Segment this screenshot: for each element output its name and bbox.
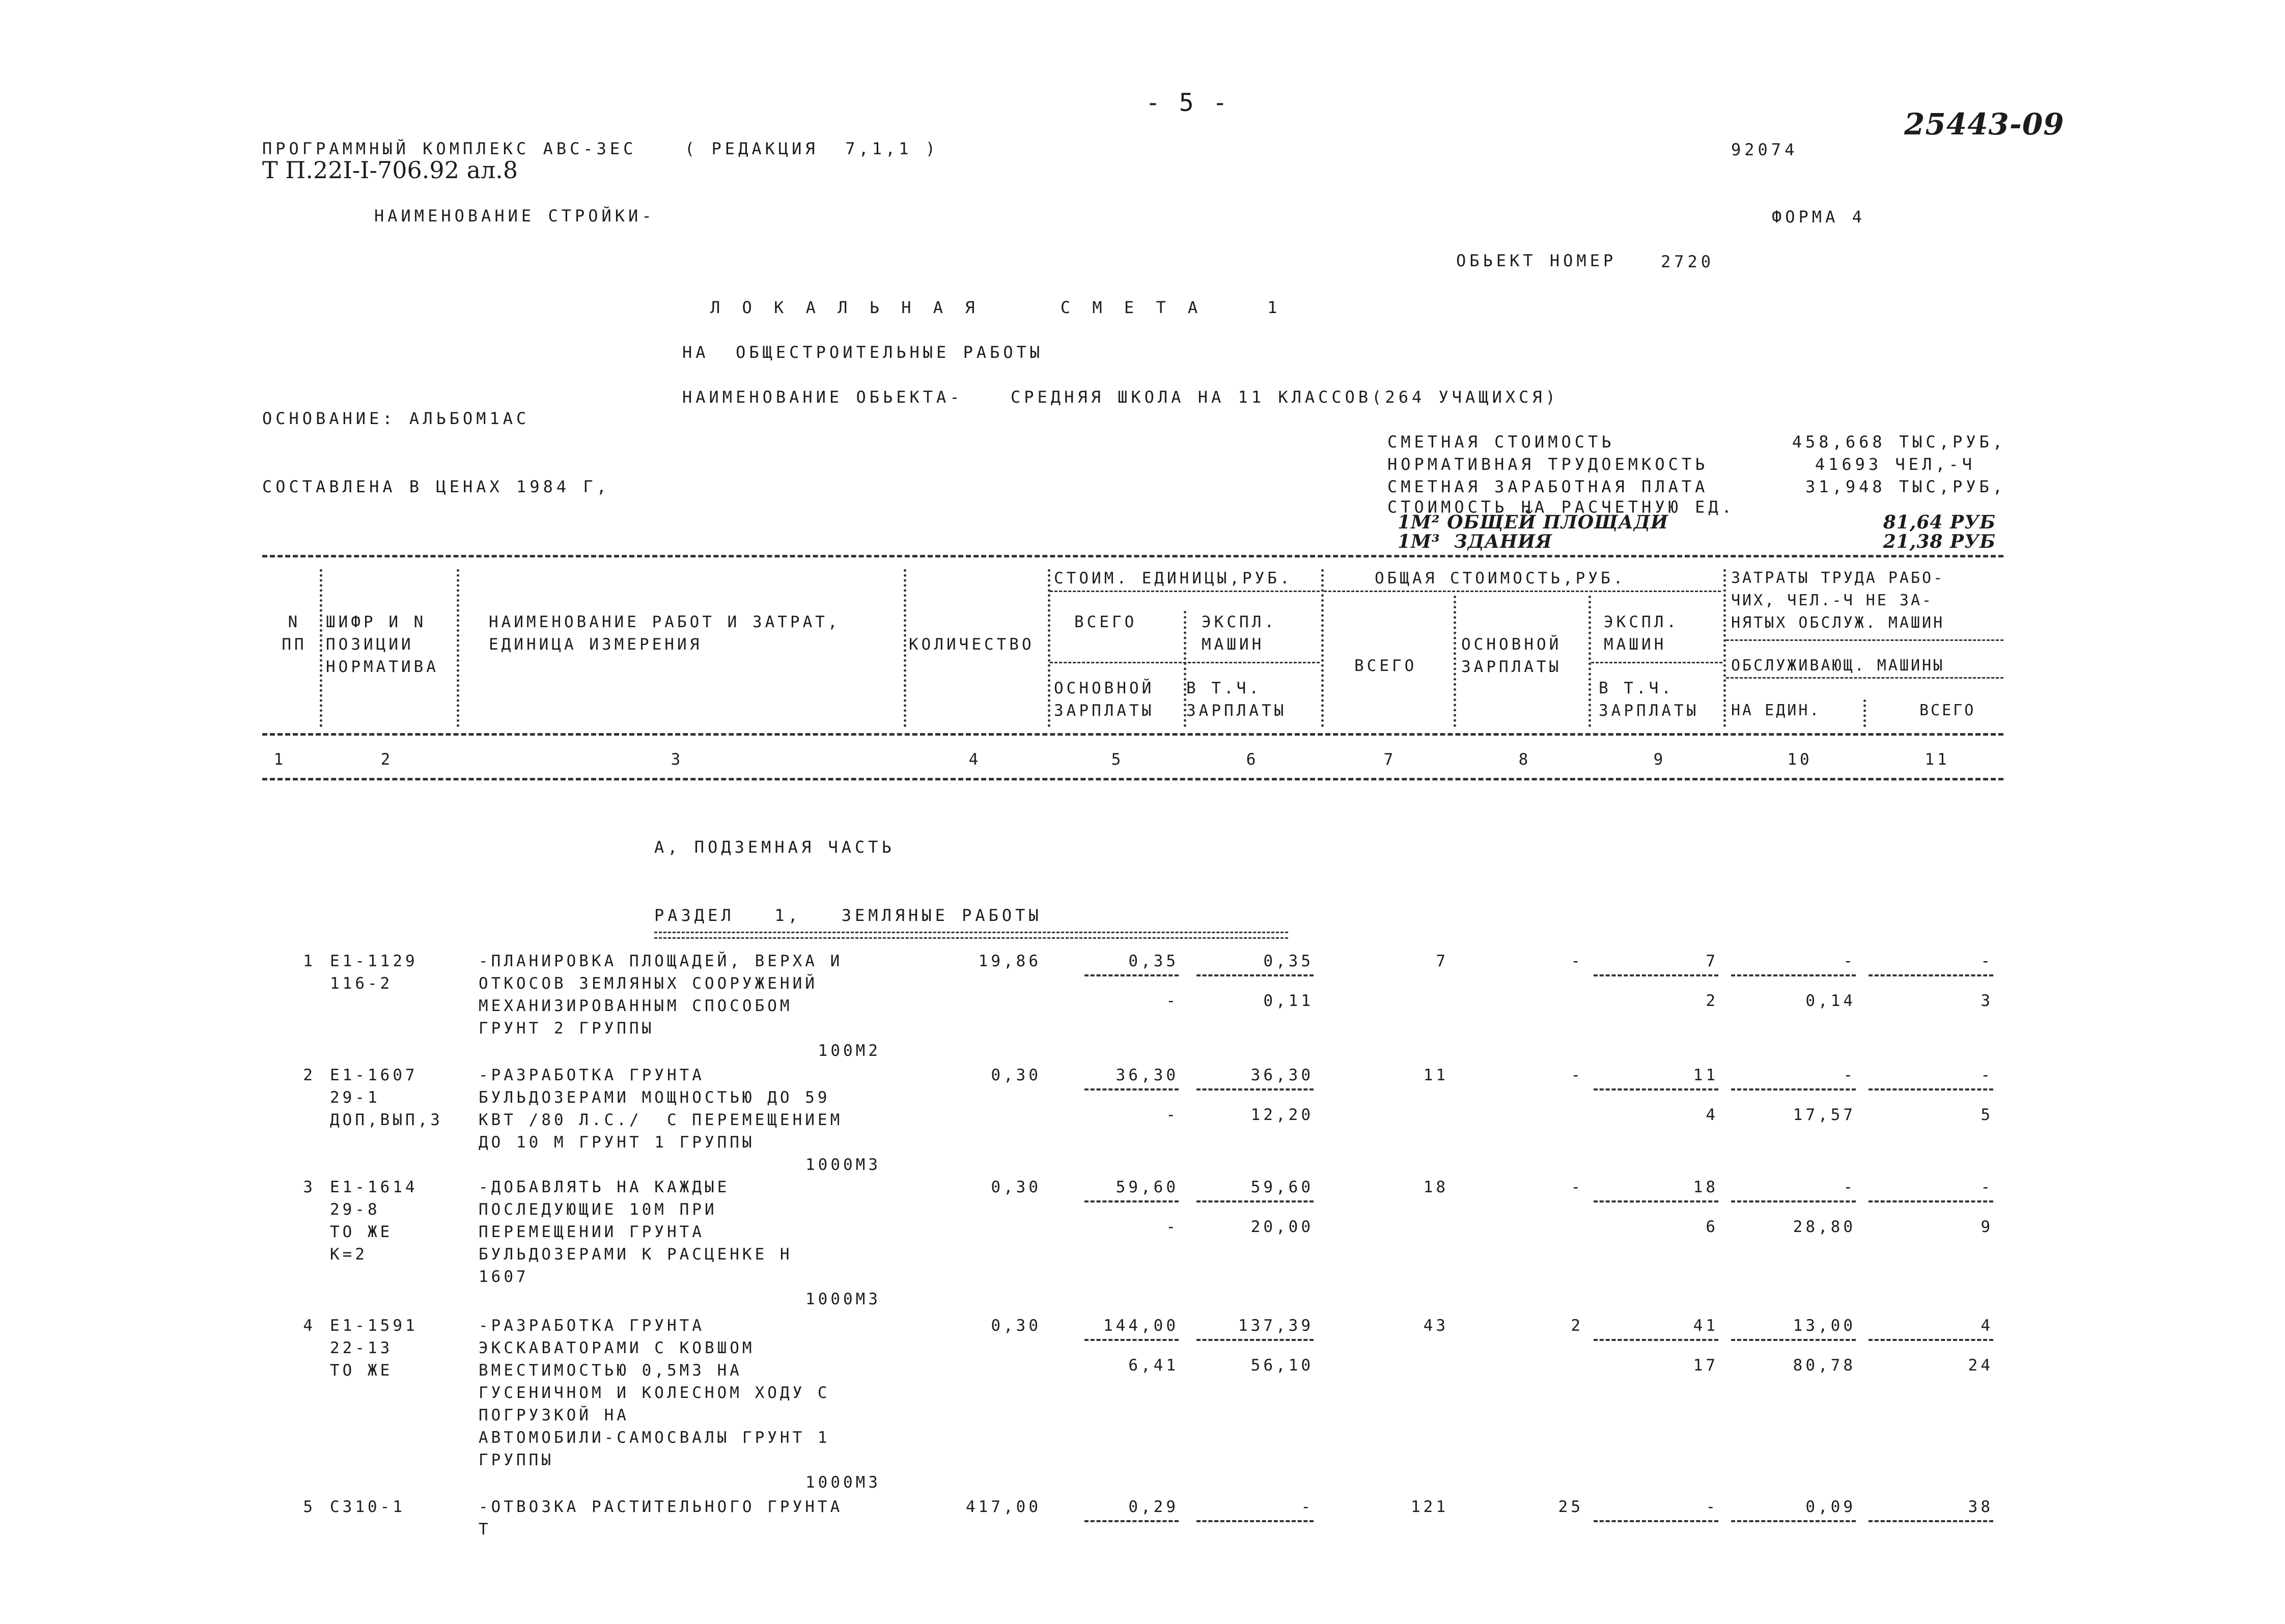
row-name: -ПЛАНИРОВКА ПЛОЩАДЕЙ, ВЕРХА И <box>479 952 843 970</box>
column-number: 5 <box>1111 750 1124 769</box>
column-number: 7 <box>1383 750 1397 769</box>
column-separator <box>1048 569 1050 727</box>
row-value-c9a: 7 <box>1706 952 1718 970</box>
header-unit-cost: СТОИМ. ЕДИНИЦЫ,РУБ. <box>1054 569 1293 587</box>
summary-value: 458,668 ТЫС,РУБ, <box>1792 432 2006 452</box>
row-value-c10b: 28,80 <box>1793 1218 1856 1236</box>
header-rule <box>1726 639 2003 641</box>
row-unit: 1000М3 <box>805 1473 881 1492</box>
row-number: 2 <box>303 1066 316 1084</box>
row-name: ГУСЕНИЧНОМ И КОЛЕСНОМ ХОДУ С <box>479 1384 830 1402</box>
row-value-c7: 18 <box>1423 1178 1448 1196</box>
header-total-machines: ЭКСПЛ. МАШИН <box>1604 613 1679 654</box>
row-value-c11a: 4 <box>1981 1317 1993 1335</box>
header-labor: ЗАТРАТЫ ТРУДА РАБО- ЧИХ, ЧЕЛ.-Ч НЕ ЗА- НЯТЫХ ОБСЛУЖ. МАШИН <box>1731 569 1945 632</box>
row-value-c6b: 20,00 <box>1250 1218 1314 1236</box>
row-value-c6b: 56,10 <box>1250 1356 1314 1375</box>
prices-label: СОСТАВЛЕНА В ЦЕНАХ 1984 Г, <box>262 477 610 496</box>
summary-label: СМЕТНАЯ СТОИМОСТЬ <box>1387 432 1615 452</box>
document-stamp-number: 25443-09 <box>1904 107 2065 142</box>
row-value-c10b: 80,78 <box>1793 1356 1856 1375</box>
row-code: ТО ЖЕ <box>330 1361 393 1380</box>
estimate-title: Л О К А Л Ь Н А Я С М Е Т А 1 <box>710 298 1284 317</box>
row-value-c10a: 0,09 <box>1805 1498 1856 1516</box>
header-labor-total: ВСЕГО <box>1919 702 1976 719</box>
subtotal-rule <box>1731 1520 1856 1522</box>
subtotal-rule <box>1196 1200 1314 1202</box>
row-number: 3 <box>303 1178 316 1196</box>
row-name: ЭКСКАВАТОРАМИ С КОВШОМ <box>479 1339 755 1357</box>
row-value-c6a: 137,39 <box>1238 1317 1314 1335</box>
row-value-c7: 43 <box>1423 1317 1448 1335</box>
row-value-c6a: - <box>1301 1498 1314 1516</box>
row-code: Е1-1614 <box>330 1178 418 1196</box>
row-name: ПЕРЕМЕЩЕНИИ ГРУНТА <box>479 1223 705 1241</box>
subtotal-rule <box>1084 1520 1179 1522</box>
header-total-cost: ОБЩАЯ СТОИМОСТЬ,РУБ. <box>1375 569 1626 587</box>
subtotal-rule <box>1869 1200 1993 1202</box>
row-name: ПОГРУЗКОЙ НА <box>479 1406 629 1424</box>
document-code: 92074 <box>1731 140 1798 159</box>
row-value-c10b: 17,57 <box>1793 1106 1856 1124</box>
row-value-c5a: 0,29 <box>1128 1498 1179 1516</box>
table-border-top <box>262 555 2003 557</box>
row-code: С310-1 <box>330 1498 405 1516</box>
row-value-c8: 2 <box>1571 1317 1583 1335</box>
subtotal-rule <box>1594 1088 1718 1090</box>
header-unit-machines: ЭКСПЛ. МАШИН <box>1202 613 1277 654</box>
row-unit: 1000М3 <box>805 1156 881 1174</box>
row-name: -ДОБАВЛЯТЬ НА КАЖДЫЕ <box>479 1178 730 1196</box>
row-value-c9b: 2 <box>1706 992 1718 1010</box>
row-value-c11b: 5 <box>1981 1106 1993 1124</box>
row-value-c5b: - <box>1166 1218 1179 1236</box>
column-separator <box>1723 569 1726 727</box>
row-code: 22-13 <box>330 1339 393 1357</box>
row-name: КВТ /80 Л.С./ С ПЕРЕМЕЩЕНИЕМ <box>479 1111 843 1129</box>
row-code: Е1-1607 <box>330 1066 418 1084</box>
header-rule <box>1324 591 1721 592</box>
subtotal-rule <box>1196 1088 1314 1090</box>
column-number: 8 <box>1518 750 1531 769</box>
row-number: 1 <box>303 952 316 970</box>
row-value-c6a: 36,30 <box>1250 1066 1314 1084</box>
row-value-qty: 0,30 <box>991 1066 1041 1084</box>
basis-label: ОСНОВАНИЕ: АЛЬБОМ1АС <box>262 409 530 428</box>
subtotal-rule <box>1594 974 1718 976</box>
section-underline <box>654 932 1288 939</box>
row-value-c5b: - <box>1166 992 1179 1010</box>
summary-label: НОРМАТИВНАЯ ТРУДОЕМКОСТЬ <box>1387 455 1709 474</box>
column-number: 1 <box>273 750 287 769</box>
subtotal-rule <box>1084 1339 1179 1341</box>
row-code: ТО ЖЕ <box>330 1223 393 1241</box>
row-value-c11b: 9 <box>1981 1218 1993 1236</box>
header-rule <box>1050 591 1320 592</box>
header-labor-machines: ОБСЛУЖИВАЮЩ. МАШИНЫ <box>1731 657 1945 675</box>
program-label: ПРОГРАММНЫЙ КОМПЛЕКС АВС-ЗЕС <box>262 139 637 158</box>
page-number: - 5 - <box>1146 89 1230 117</box>
header-code: ШИФР И N ПОЗИЦИИ НОРМАТИВА <box>326 613 439 676</box>
row-value-qty: 0,30 <box>991 1178 1041 1196</box>
edition-label: ( РЕДАКЦИЯ 7,1,1 ) <box>685 139 939 158</box>
subtotal-rule <box>1594 1520 1718 1522</box>
column-number: 11 <box>1925 750 1950 769</box>
row-value-c5a: 36,30 <box>1116 1066 1179 1084</box>
row-code: 29-1 <box>330 1088 380 1107</box>
subtotal-rule <box>1731 974 1856 976</box>
column-number: 9 <box>1653 750 1666 769</box>
row-name: 1607 <box>479 1268 529 1286</box>
row-name: ВМЕСТИМОСТЬЮ 0,5М3 НА <box>479 1361 742 1380</box>
subtotal-rule <box>1731 1339 1856 1341</box>
header-total-machine-wage: В Т.Ч. ЗАРПЛАТЫ <box>1599 679 1699 720</box>
row-value-c5a: 0,35 <box>1128 952 1179 970</box>
subtotal-rule <box>1869 974 1993 976</box>
row-name: БУЛЬДОЗЕРАМИ МОЩНОСТЬЮ ДО 59 <box>479 1088 830 1107</box>
row-value-c11a: - <box>1981 1066 1993 1084</box>
project-reference: Т П.22І-І-706.92 ал.8 <box>262 156 518 184</box>
row-value-c6a: 59,60 <box>1250 1178 1314 1196</box>
subtotal-rule <box>1196 1520 1314 1522</box>
subtotal-rule <box>1869 1088 1993 1090</box>
row-code: ДОП,ВЫП,3 <box>330 1111 443 1129</box>
row-value-c7: 11 <box>1423 1066 1448 1084</box>
row-value-c9a: 11 <box>1693 1066 1718 1084</box>
row-number: 4 <box>303 1317 316 1335</box>
row-value-c10a: - <box>1843 1178 1856 1196</box>
row-value-c8: - <box>1571 952 1583 970</box>
row-name: -РАЗРАБОТКА ГРУНТА <box>479 1066 705 1084</box>
row-code: Е1-1129 <box>330 952 418 970</box>
subtotal-rule <box>1196 974 1314 976</box>
subtotal-rule <box>1594 1339 1718 1341</box>
header-n: N ПП <box>282 613 307 654</box>
header-border-bottom <box>262 733 2003 736</box>
row-value-c11a: - <box>1981 1178 1993 1196</box>
row-value-c9a: 18 <box>1693 1178 1718 1196</box>
row-value-c7: 7 <box>1436 952 1448 970</box>
summary-label: 1М³ ЗДАНИЯ <box>1398 531 1552 552</box>
row-value-c10a: 13,00 <box>1793 1317 1856 1335</box>
header-labor-per-unit: НА ЕДИН. <box>1731 702 1821 719</box>
row-value-c6b: 0,11 <box>1263 992 1314 1010</box>
row-unit: 100М2 <box>818 1042 881 1060</box>
summary-value: 21,38 РУБ <box>1883 531 1996 552</box>
header-name: НАИМЕНОВАНИЕ РАБОТ И ЗАТРАТ, ЕДИНИЦА ИЗМЕРЕНИЯ <box>489 613 841 654</box>
column-number: 6 <box>1246 750 1259 769</box>
row-name: МЕХАНИЗИРОВАННЫМ СПОСОБОМ <box>479 997 793 1015</box>
subtotal-rule <box>1084 974 1179 976</box>
summary-label: 1М² ОБЩЕЙ ПЛОЩАДИ <box>1398 512 1668 533</box>
row-value-c6b: 12,20 <box>1250 1106 1314 1124</box>
row-value-c9b: 17 <box>1693 1356 1718 1375</box>
row-name: ДО 10 М ГРУНТ 1 ГРУППЫ <box>479 1133 755 1152</box>
row-value-c6a: 0,35 <box>1263 952 1314 970</box>
header-quantity: КОЛИЧЕСТВО <box>909 635 1035 654</box>
header-total-all: ВСЕГО <box>1354 657 1417 675</box>
row-name: БУЛЬДОЗЕРАМИ К РАСЦЕНКЕ Н <box>479 1245 793 1264</box>
header-rule <box>1591 662 1722 663</box>
object-name: СРЕДНЯЯ ШКОЛА НА 11 КЛАССОВ(264 УЧАЩИХСЯ) <box>1011 387 1559 407</box>
row-value-c5a: 59,60 <box>1116 1178 1179 1196</box>
row-value-c10b: 0,14 <box>1805 992 1856 1010</box>
row-value-c5a: 144,00 <box>1103 1317 1179 1335</box>
row-code: К=2 <box>330 1245 368 1264</box>
header-unit-machine-wage: В Т.Ч. ЗАРПЛАТЫ <box>1186 679 1287 720</box>
subtotal-rule <box>1869 1520 1993 1522</box>
object-number: 2720 <box>1661 252 1715 271</box>
column-separator <box>1589 596 1591 727</box>
column-separator <box>904 569 906 727</box>
row-value-c5b: 6,41 <box>1128 1356 1179 1375</box>
row-name: Т <box>479 1520 491 1538</box>
column-separator <box>1454 596 1456 727</box>
row-value-c9b: 4 <box>1706 1106 1718 1124</box>
row-value-c5b: - <box>1166 1106 1179 1124</box>
header-unit-total: ВСЕГО <box>1074 613 1137 631</box>
construction-name-label: НАИМЕНОВАНИЕ СТРОЙКИ- <box>374 206 655 226</box>
row-name: -РАЗРАБОТКА ГРУНТА <box>479 1317 705 1335</box>
row-name: -ОТВОЗКА РАСТИТЕЛЬНОГО ГРУНТА <box>479 1498 843 1516</box>
row-value-c9a: 41 <box>1693 1317 1718 1335</box>
subtotal-rule <box>1731 1088 1856 1090</box>
row-name: АВТОМОБИЛИ-САМОСВАЛЫ ГРУНТ 1 <box>479 1429 830 1447</box>
header-rule <box>1726 677 2003 679</box>
row-value-qty: 417,00 <box>966 1498 1041 1516</box>
summary-value: 31,948 ТЫС,РУБ, <box>1805 477 2006 496</box>
row-value-c9b: 6 <box>1706 1218 1718 1236</box>
column-separator <box>457 569 459 727</box>
row-name: ГРУППЫ <box>479 1451 554 1469</box>
subtotal-rule <box>1084 1088 1179 1090</box>
row-code: 29-8 <box>330 1200 380 1219</box>
row-value-qty: 19,86 <box>978 952 1041 970</box>
header-unit-wage: ОСНОВНОЙ ЗАРПЛАТЫ <box>1054 679 1155 720</box>
row-value-c9a: - <box>1706 1498 1718 1516</box>
row-value-c11a: 38 <box>1968 1498 1993 1516</box>
estimate-subtitle: НА ОБЩЕСТРОИТЕЛЬНЫЕ РАБОТЫ <box>682 343 1044 362</box>
row-value-c11a: - <box>1981 952 1993 970</box>
form-label: ФОРМА 4 <box>1772 207 1865 227</box>
row-value-c11b: 24 <box>1968 1356 1993 1375</box>
section-title: РАЗДЕЛ 1, ЗЕМЛЯНЫЕ РАБОТЫ <box>654 906 1042 925</box>
subtotal-rule <box>1869 1339 1993 1341</box>
row-value-c10a: - <box>1843 952 1856 970</box>
row-value-c8: - <box>1571 1066 1583 1084</box>
column-number: 4 <box>968 750 982 769</box>
column-number: 10 <box>1787 750 1813 769</box>
object-name-label: НАИМЕНОВАНИЕ ОБЬЕКТА- <box>682 387 963 407</box>
object-number-label: ОБЬЕКТ НОМЕР <box>1456 251 1617 270</box>
column-separator <box>1863 699 1866 727</box>
row-name: ГРУНТ 2 ГРУППЫ <box>479 1019 655 1038</box>
column-number: 3 <box>671 750 684 769</box>
row-code: Е1-1591 <box>330 1317 418 1335</box>
row-value-qty: 0,30 <box>991 1317 1041 1335</box>
row-value-c7: 121 <box>1411 1498 1448 1516</box>
summary-label: СМЕТНАЯ ЗАРАБОТНАЯ ПЛАТА <box>1387 477 1709 496</box>
summary-value: 41693 ЧЕЛ,-Ч <box>1815 455 1975 474</box>
column-separator <box>1321 569 1324 727</box>
subtotal-rule <box>1731 1200 1856 1202</box>
subtotal-rule <box>1594 1200 1718 1202</box>
column-separator <box>1184 611 1186 727</box>
row-name: ОТКОСОВ ЗЕМЛЯНЫХ СООРУЖЕНИЙ <box>479 974 818 993</box>
section-part-title: А, ПОДЗЕМНАЯ ЧАСТЬ <box>654 837 895 857</box>
row-unit: 1000М3 <box>805 1290 881 1308</box>
column-numbers-border <box>262 778 2003 780</box>
row-name: ПОСЛЕДУЮЩИЕ 10М ПРИ <box>479 1200 717 1219</box>
row-value-c10a: - <box>1843 1066 1856 1084</box>
subtotal-rule <box>1084 1200 1179 1202</box>
summary-value: 81,64 РУБ <box>1883 512 1996 533</box>
row-number: 5 <box>303 1498 316 1516</box>
summary-label: СТОИМОСТЬ НА РАСЧЕТНУЮ ЕД. <box>1387 497 1735 517</box>
row-value-c8: - <box>1571 1178 1583 1196</box>
column-number: 2 <box>380 750 394 769</box>
row-code: 116-2 <box>330 974 393 993</box>
header-total-wage: ОСНОВНОЙ ЗАРПЛАТЫ <box>1461 635 1562 676</box>
row-value-c11b: 3 <box>1981 992 1993 1010</box>
row-value-c8: 25 <box>1558 1498 1583 1516</box>
column-separator <box>320 569 322 727</box>
subtotal-rule <box>1196 1339 1314 1341</box>
